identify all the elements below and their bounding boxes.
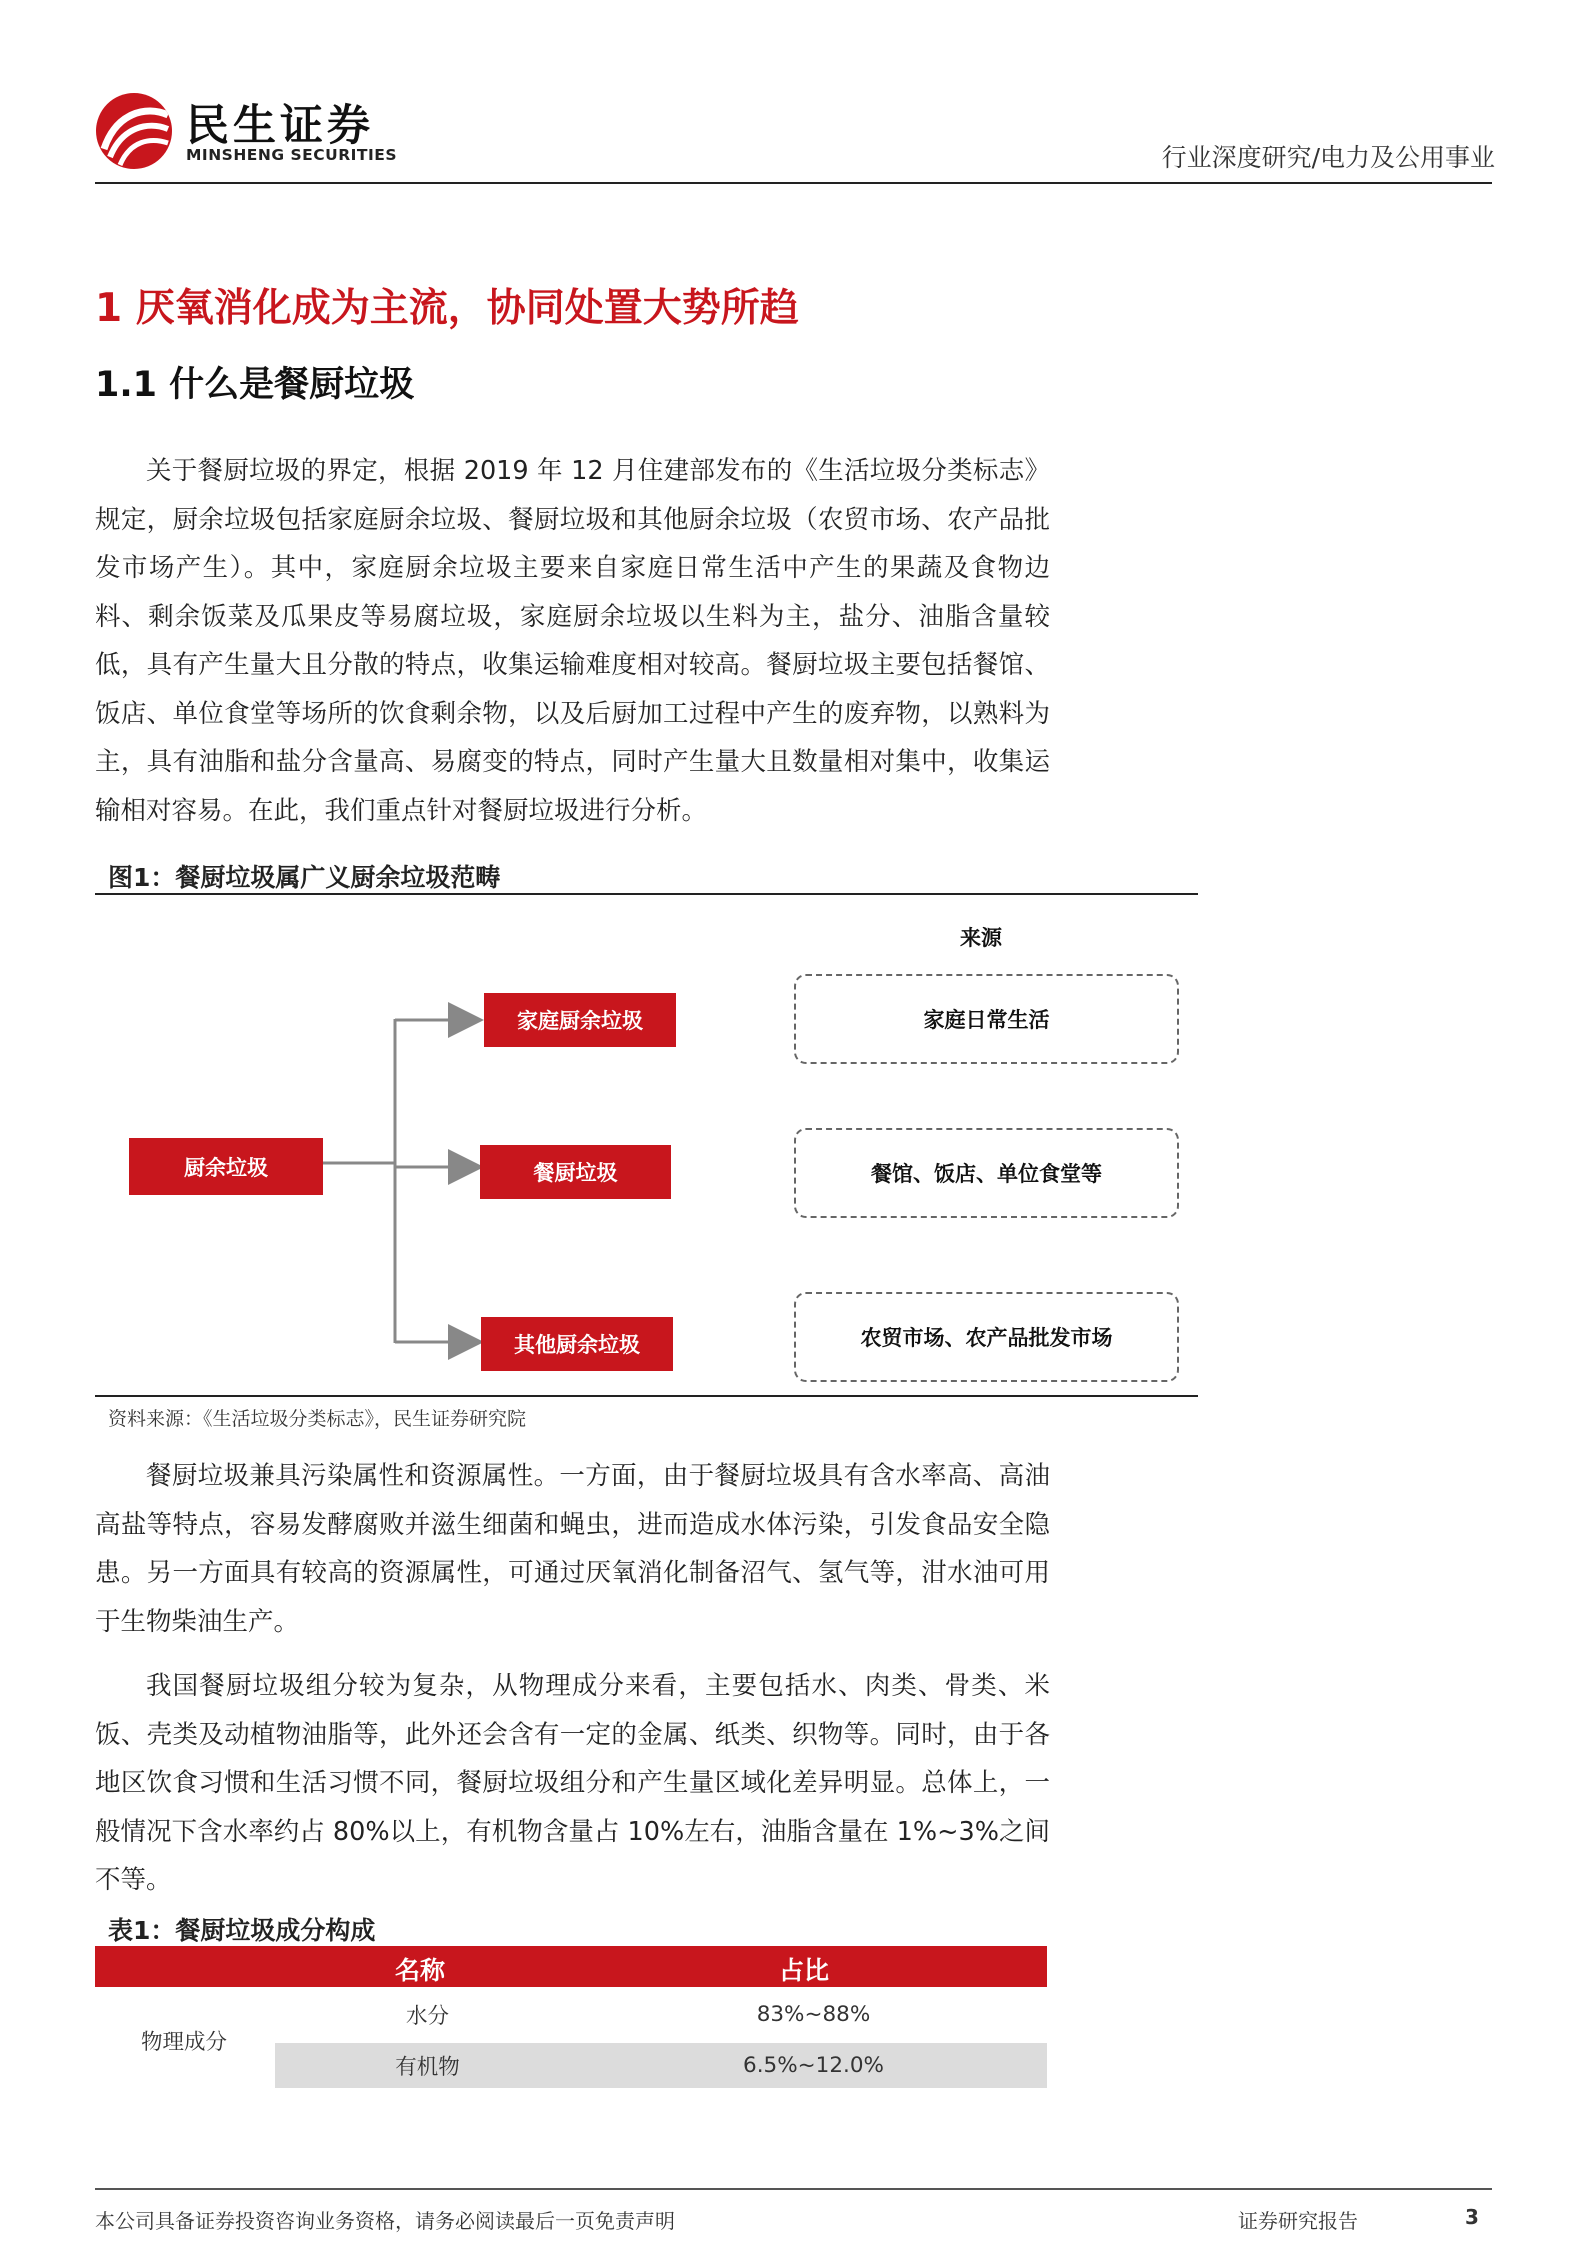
node-root: 厨余垃圾 xyxy=(129,1138,323,1195)
footer-disclaimer: 本公司具备证券投资咨询业务资格，请务必阅读最后一页免责声明 xyxy=(95,2209,675,2233)
table-cell-name: 有机物 xyxy=(275,2043,580,2088)
footer-divider xyxy=(95,2188,1492,2190)
table-cell-ratio: 83%~88% xyxy=(756,2002,871,2027)
subsection-heading: 1.1 什么是餐厨垃圾 xyxy=(95,365,415,405)
table-cell-name: 水分 xyxy=(405,2004,449,2029)
node-branch-other: 其他厨余垃圾 xyxy=(481,1317,673,1371)
figure-caption: 图1：餐厨垃圾属广义厨余垃圾范畴 xyxy=(108,863,501,892)
page-number: 3 xyxy=(1465,2205,1479,2229)
logo-en: MINSHENG SECURITIES xyxy=(186,146,397,164)
paragraph-composition: 我国餐厨垃圾组分较为复杂，从物理成分来看，主要包括水、肉类、骨类、米饭、壳类及动植物油脂等，此外还会含有一定的金属、纸类、织物等。同时，由于各地区饮食习惯和生活习惯不同，餐厨垃圾组分和产生量区域化差异明显。总体上，一般情况下含水率约占 80%以上，有机物含量占 10%左右，油脂含量在 1%~3%之间不等。 xyxy=(95,1671,1050,1895)
logo-name: 民生证券 xyxy=(186,101,374,151)
sources-title: 来源 xyxy=(960,926,1002,950)
node-branch-restaurant: 餐厨垃圾 xyxy=(480,1145,671,1199)
source-household: 家庭日常生活 xyxy=(794,974,1179,1064)
source-restaurant: 餐馆、饭店、单位食堂等 xyxy=(794,1128,1179,1218)
paragraph-definition: 关于餐厨垃圾的界定，根据 2019 年 12 月住建部发布的《生活垃圾分类标志》规定，厨余垃圾包括家庭厨余垃圾、餐厨垃圾和其他厨余垃圾（农贸市场、农产品批发市场产生）。其中，家庭厨余垃圾主要来自家庭日常生活中产生的果蔬及食物边料、剩余饭菜及瓜果皮等易腐垃圾，家庭厨余垃圾以生料为主，盐分、油脂含量较低，具有产生量大且分散的特点，收集运输难度相对较高。餐厨垃圾主要包括餐馆、饭店、单位食堂等场所的饮食剩余物，以及后厨加工过程中产生的废弃物，以熟料为主，具有油脂和盐分含量高、易腐变的特点，同时产生量大且数量相对集中，收集运输相对容易。在此，我们重点针对餐厨垃圾进行分析。 xyxy=(95,456,1050,826)
table-group-label: 物理成分 xyxy=(140,2029,227,2055)
paragraph-attributes: 餐厨垃圾兼具污染属性和资源属性。一方面，由于餐厨垃圾具有含水率高、高油高盐等特点，容易发酵腐败并滋生细菌和蝇虫，进而造成水体污染，引发食品安全隐患。另一方面具有较高的资源属性，可通过厌氧消化制备沼气、氢气等，泔水油可用于生物柴油生产。 xyxy=(95,1461,1050,1637)
table-caption: 表1：餐厨垃圾成分构成 xyxy=(108,1916,376,1945)
table-cell-ratio: 6.5%~12.0% xyxy=(580,2043,1047,2088)
header-category: 行业深度研究/电力及公用事业 xyxy=(1161,143,1495,172)
section-heading: 1 厌氧消化成为主流，协同处置大势所趋 xyxy=(95,286,799,331)
source-market: 农贸市场、农产品批发市场 xyxy=(794,1292,1179,1382)
table-header-ratio: 占比 xyxy=(779,1956,830,1985)
table-header-name: 名称 xyxy=(395,1956,446,1985)
figure-bottom-rule xyxy=(95,1395,1198,1397)
table-header-row xyxy=(95,1946,1047,1987)
figure-source-note: 资料来源：《生活垃圾分类标志》，民生证券研究院 xyxy=(108,1408,527,1430)
footer-report-type: 证券研究报告 xyxy=(1238,2209,1358,2233)
node-branch-household: 家庭厨余垃圾 xyxy=(484,993,676,1047)
